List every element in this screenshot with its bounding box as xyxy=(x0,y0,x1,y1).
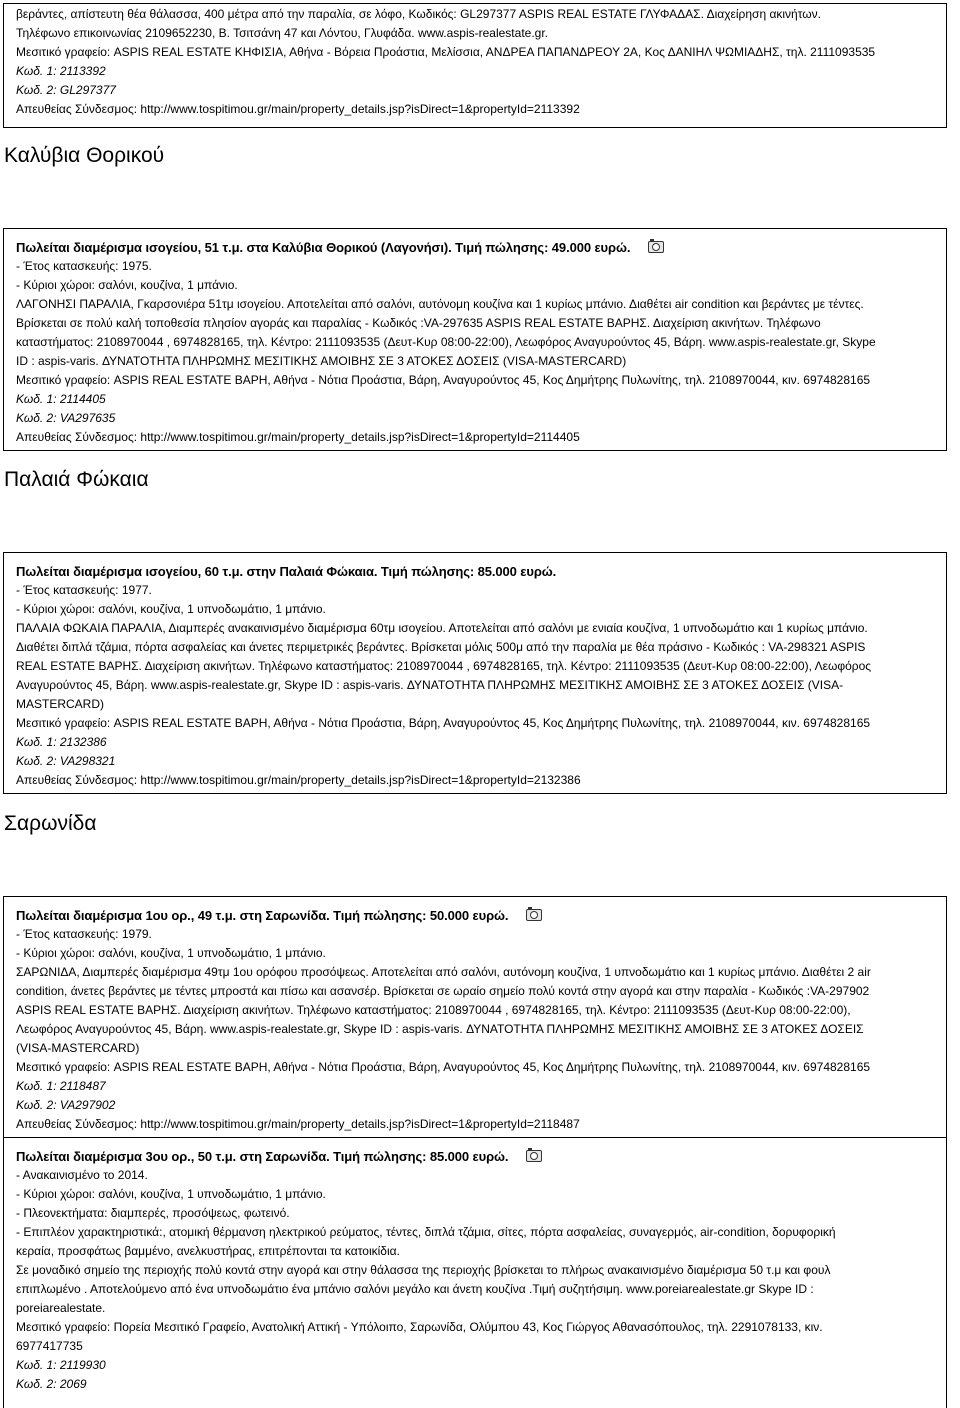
listing-text: (VISA-MASTERCARD) xyxy=(16,1041,140,1055)
listing-code-1: Κωδ. 1: 2114405 xyxy=(16,392,106,406)
listing-office: Μεσιτικό γραφείο: ASPIS REAL ESTATE ΒΑΡΗ, Αθήνα - Νότια Προάστια, Βάρη, Αναγυρούντος 45, Κος Δημήτρης Πυλωνίτης, τηλ. 2108970044, κιν. 6974828165 xyxy=(16,1060,871,1074)
listing-text: ΛΑΓΟΝΗΣΙ ΠΑΡΑΛΙΑ, Γκαρσονιέρα 51τμ ισογείου. Αποτελείται από σαλόνι, αυτόνομη κουζίνα και 1 κυρίως μπάνιο. Διαθέτει air condition και βεράντες με τέντες. xyxy=(16,297,864,311)
listing-text: Βρίσκεται σε πολύ καλή τοποθεσία πλησίον αγοράς και παραλίας - Κωδικός :VA-297635 ASPIS REAL ESTATE ΒΑΡΗΣ. Διαχείριση ακινήτων. Τηλέφωνο xyxy=(16,316,821,330)
listing-card xyxy=(3,552,947,794)
listing-code-1: Κωδ. 1: 2132386 xyxy=(16,735,107,749)
listing-direct-link[interactable]: Απευθείας Σύνδεσμος: http://www.tospitimou.gr/main/property_details.jsp?isDirect=1&propertyId=2132386 xyxy=(16,773,581,787)
listing-code-1: Κωδ. 1: 2113392 xyxy=(16,64,106,78)
listing-code-2: Κωδ. 2: 2069 xyxy=(16,1377,87,1391)
camera-icon[interactable] xyxy=(526,909,542,921)
listing-code-2: Κωδ. 2: VA298321 xyxy=(16,754,116,768)
listing-text: REAL ESTATE ΒΑΡΗΣ. Διαχείριση ακινήτων. Τηλέφωνο καταστήματος: 2108970044 , 6974828165, τηλ. Κέντρο: 2111093535 (Δευτ-Κυρ 08:00-22:00), Λεωφόρος xyxy=(16,659,872,673)
listing-text: ΠΑΛΑΙΑ ΦΩΚΑΙΑ ΠΑΡΑΛΙΑ, Διαμπερές ανακαινισμένο διαμέρισμα 60τμ ισογείου. Αποτελείται από σαλόνι με ενιαία κουζίνα, 1 υπνοδωμάτιο και 1 κυρίως μπάνιο. xyxy=(16,621,868,635)
listing-code-2: Κωδ. 2: VA297902 xyxy=(16,1098,116,1112)
listing-card xyxy=(3,1137,947,1408)
listing-text: ID : aspis-varis. ΔΥΝΑΤΟΤΗΤΑ ΠΛΗΡΩΜΗΣ ΜΕΣΙΤΙΚΗΣ ΑΜΟΙΒΗΣ ΣΕ 3 ΑΤΟΚΕΣ ΔΟΣΕΙΣ (VISA-MASTERCARD) xyxy=(16,354,627,368)
listing-text: MASTERCARD) xyxy=(16,697,105,711)
listing-title[interactable]: Πωλείται διαμέρισμα ισογείου, 60 τ.μ. στην Παλαιά Φώκαια. Τιμή πώλησης: 85.000 ευρώ. xyxy=(16,564,557,579)
listing-code-2: Κωδ. 2: GL297377 xyxy=(16,83,116,97)
listing-card xyxy=(3,3,947,128)
camera-icon[interactable] xyxy=(526,1150,542,1162)
listing-code-1: Κωδ. 1: 2119930 xyxy=(16,1358,106,1372)
listing-code-2: Κωδ. 2: VA297635 xyxy=(16,411,116,425)
section-heading-palaia-fokaia: Παλαιά Φώκαια xyxy=(4,468,149,491)
listing-text: - Πλεονεκτήματα: διαμπερές, προσόψεως, φωτεινό. xyxy=(16,1206,290,1220)
listing-office: Μεσιτικό γραφείο: Πορεία Μεσιτικό Γραφείο, Ανατολική Αττική - Υπόλοιπο, Σαρωνίδα, Ολύμπου 43, Κος Γιώργος Αθανασόπουλος, τηλ. 2291078133, κιν. xyxy=(16,1320,823,1334)
listing-text: - Κύριοι χώροι: σαλόνι, κουζίνα, 1 υπνοδωμάτιο, 1 μπάνιο. xyxy=(16,946,326,960)
listing-text: ASPIS REAL ESTATE ΒΑΡΗΣ. Διαχείριση ακινήτων. Τηλέφωνο καταστήματος: 2108970044 , 6974828165, τηλ. Κέντρο: 2111093535 (Δευτ-Κυρ 08:00-22:00), xyxy=(16,1003,851,1017)
listing-card xyxy=(3,228,947,451)
listing-text: poreiarealestate. xyxy=(16,1301,106,1315)
section-heading-saronida: Σαρωνίδα xyxy=(4,812,97,835)
listing-title[interactable]: Πωλείται διαμέρισμα 3ου ορ., 50 τ.μ. στη Σαρωνίδα. Τιμή πώλησης: 85.000 ευρώ. xyxy=(16,1147,938,1166)
listing-direct-link[interactable]: Απευθείας Σύνδεσμος: http://www.tospitimou.gr/main/property_details.jsp?isDirect=1&propertyId=2114405 xyxy=(16,430,580,444)
listing-direct-link[interactable]: Απευθείας Σύνδεσμος: http://www.tospitimou.gr/main/property_details.jsp?isDirect=1&propertyId=2113392 xyxy=(16,102,580,116)
listing-text: καταστήματος: 2108970044 , 6974828165, τηλ. Κέντρο: 2111093535 (Δευτ-Κυρ 08:00-22:00), Λεωφόρος Αναγυρούντος 45, Βάρη. www.aspis-realestate.gr, Skype xyxy=(16,335,876,349)
listing-text: κεραία, προσφάτως βαμμένο, ανελκυστήρας, επιτρέπονται τα κατοικίδια. xyxy=(16,1244,400,1258)
listing-text: επιπλωμένο . Αποτελούμενο από ένα υπνοδωμάτιο ένα μπάνιο σαλόνι μεγάλο και άνετη κουζίνα .Τιμή συζητήσιμη. www.poreiarealestate.gr Skype ID : xyxy=(16,1282,814,1296)
listing-text: Σε μοναδικό σημείο της περιοχής πολύ κοντά στην αγορά και στην θάλασσα της περιοχής βρίσκεται το πλήρως ανακαινισμένο διαμέρισμα 50 τ.μ και φουλ xyxy=(16,1263,831,1277)
listing-text: Λεωφόρος Αναγυρούντος 45, Βάρη. www.aspis-realestate.gr, Skype ID : aspis-varis. ΔΥΝΑΤΟΤΗΤΑ ΠΛΗΡΩΜΗΣ ΜΕΣΙΤΙΚΗΣ ΑΜΟΙΒΗΣ ΣΕ 3 ΑΤΟΚΕΣ ΔΟΣΕΙΣ xyxy=(16,1022,864,1036)
listing-text: - Έτος κατασκευής: 1975. xyxy=(16,259,152,273)
listing-text: - Ανακαινισμένο το 2014. xyxy=(16,1168,148,1182)
listing-office: Μεσιτικό γραφείο: ASPIS REAL ESTATE ΒΑΡΗ, Αθήνα - Νότια Προάστια, Βάρη, Αναγυρούντος 45, Κος Δημήτρης Πυλωνίτης, τηλ. 2108970044, κιν. 6974828165 xyxy=(16,716,871,730)
listing-text: - Έτος κατασκευής: 1979. xyxy=(16,927,152,941)
listing-card xyxy=(3,896,947,1138)
camera-icon[interactable] xyxy=(648,241,664,253)
listing-text: - Κύριοι χώροι: σαλόνι, κουζίνα, 1 υπνοδωμάτιο, 1 μπάνιο. xyxy=(16,1187,326,1201)
listing-title[interactable]: Πωλείται διαμέρισμα 1ου ορ., 49 τ.μ. στη Σαρωνίδα. Τιμή πώλησης: 50.000 ευρώ. xyxy=(16,906,938,925)
listing-office-phone: 6977417735 xyxy=(16,1339,83,1353)
listing-direct-link[interactable]: Απευθείας Σύνδεσμος: http://www.tospitimou.gr/main/property_details.jsp?isDirect=1&propertyId=2118487 xyxy=(16,1117,580,1131)
listing-text: Αναγυρούντος 45, Βάρη. www.aspis-realestate.gr, Skype ID : aspis-varis. ΔΥΝΑΤΟΤΗΤΑ ΠΛΗΡΩΜΗΣ ΜΕΣΙΤΙΚΗΣ ΑΜΟΙΒΗΣ ΣΕ 3 ΑΤΟΚΕΣ ΔΟΣΕΙΣ (VISA- xyxy=(16,678,844,692)
listing-text: βεράντες, απίστευτη θέα θάλασσα, 400 μέτρα από την παραλία, σε λόφο, Κωδικός: GL297377 ASPIS REAL ESTATE ΓΛΥΦΑΔΑΣ. Διαχείρηση ακινήτων. xyxy=(16,7,822,21)
section-heading-kalyvia: Καλύβια Θορικού xyxy=(4,144,165,167)
listing-text: - Κύριοι χώροι: σαλόνι, κουζίνα, 1 υπνοδωμάτιο, 1 μπάνιο. xyxy=(16,602,326,616)
listing-text: condition, άνετες βεράντες με τέντες μπροστά και πίσω και ασανσέρ. Βρίσκεται σε ωραίο σημείο πολύ κοντά στην αγορά και στην παραλία - Κωδικός :VA-297902 xyxy=(16,984,870,998)
listing-title[interactable]: Πωλείται διαμέρισμα ισογείου, 51 τ.μ. στα Καλύβια Θορικού (Λαγονήσι). Τιμή πώλησης: 49.000 ευρώ. xyxy=(16,238,938,257)
listing-text: - Επιπλέον χαρακτηριστικά:, ατομική θέρμανση ηλεκτρικού ρεύματος, τέντες, διπλά τζάμια, σίτες, πόρτα ασφαλείας, συναγερμός, air-condition, δορυφορική xyxy=(16,1225,836,1239)
listing-code-1: Κωδ. 1: 2118487 xyxy=(16,1079,106,1093)
listing-text: - Κύριοι χώροι: σαλόνι, κουζίνα, 1 μπάνιο. xyxy=(16,278,238,292)
listing-text: Τηλέφωνο επικοινωνίας 2109652230, Β. Τσιτσάνη 47 και Λόντου, Γλυφάδα. www.aspis-realestate.gr. xyxy=(16,26,548,40)
listing-office: Μεσιτικό γραφείο: ASPIS REAL ESTATE ΚΗΦΙΣΙΑ, Αθήνα - Βόρεια Προάστια, Μελίσσια, ΑΝΔΡΕΑ ΠΑΠΑΝΔΡΕΟΥ 2Α, Κος ΔΑΝΙΗΛ ΨΩΜΙΑΔΗΣ, τηλ. 2111093535 xyxy=(16,45,876,59)
listing-office: Μεσιτικό γραφείο: ASPIS REAL ESTATE ΒΑΡΗ, Αθήνα - Νότια Προάστια, Βάρη, Αναγυρούντος 45, Κος Δημήτρης Πυλωνίτης, τηλ. 2108970044, κιν. 6974828165 xyxy=(16,373,871,387)
listing-text: ΣΑΡΩΝΙΔΑ, Διαμπερές διαμέρισμα 49τμ 1ου ορόφου προσόψεως. Αποτελείται από σαλόνι, αυτόνομη κουζίνα, 1 υπνοδωμάτιο και 1 κυρίως μπάνιο. Διαθέτει 2 air xyxy=(16,965,871,979)
listing-text: - Έτος κατασκευής: 1977. xyxy=(16,583,152,597)
listing-text: Διαθέτει διπλά τζάμια, πόρτα ασφαλείας και άνετες περιμετρικές βεράντες. Βρίσκεται μόλις 500μ από την παραλία με θέα πράσινο - Κωδικός : VA-298321 ASPIS xyxy=(16,640,866,654)
